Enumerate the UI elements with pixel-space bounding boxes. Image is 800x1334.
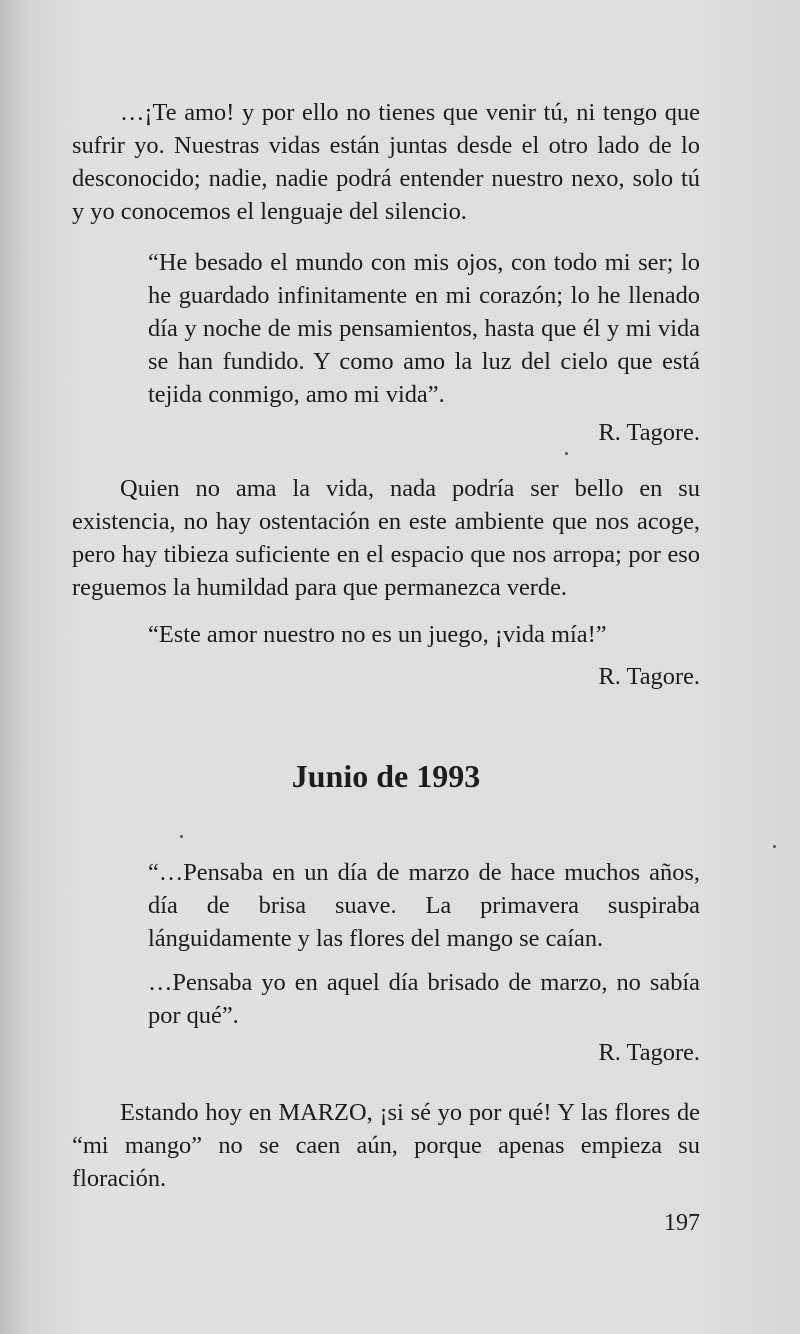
tagore-quote-3a: “…Pensaba en un día de marzo de hace muchos años, día de brisa suave. La primavera suspiraba lánguidamente y las flores del mango se caían. [148,859,700,952]
attribution-3: R. Tagore. [598,1039,700,1066]
attribution-2: R. Tagore. [598,663,700,690]
scan-speck [565,452,568,455]
tagore-quote-2: “Este amor nuestro no es un juego, ¡vida mía!” [148,621,607,648]
page-number: 197 [664,1210,700,1236]
scan-speck [180,835,183,838]
section-heading: Junio de 1993 [291,758,481,794]
paragraph-opening: …¡Te amo! y por ello no tienes que venir tú, ni tengo que sufrir yo. Nuestras vidas están juntas desde el otro lado de lo desconocido; nadie, nadie podrá entender nuestro nexo, solo tú y yo conocemos el lenguaje del silencio. [72,99,700,225]
paragraph-reflection: Quien no ama la vida, nada podría ser bello en su existencia, no hay ostentación en este ambiente que nos acoge, pero hay tibieza suficiente en el espacio que nos arropa; por eso reguemos la humildad para que permanezca verde. [72,475,700,601]
book-page [72,96,700,1296]
tagore-quote-3b: …Pensaba yo en aquel día brisado de marzo, no sabía por qué”. [148,969,700,1029]
scan-speck [773,845,776,848]
paragraph-closing: Estando hoy en MARZO, ¡si sé yo por qué! Y las flores de “mi mango” no se caen aún, porque apenas empieza su floración. [72,1099,700,1192]
attribution-1: R. Tagore. [598,419,700,446]
tagore-quote-1: “He besado el mundo con mis ojos, con todo mi ser; lo he guardado infinitamente en mi corazón; lo he llenado día y noche de mis pensamientos, hasta que él y mi vida se han fundido. Y como amo la luz del cielo que está tejida conmigo, amo mi vida”. [148,249,700,408]
